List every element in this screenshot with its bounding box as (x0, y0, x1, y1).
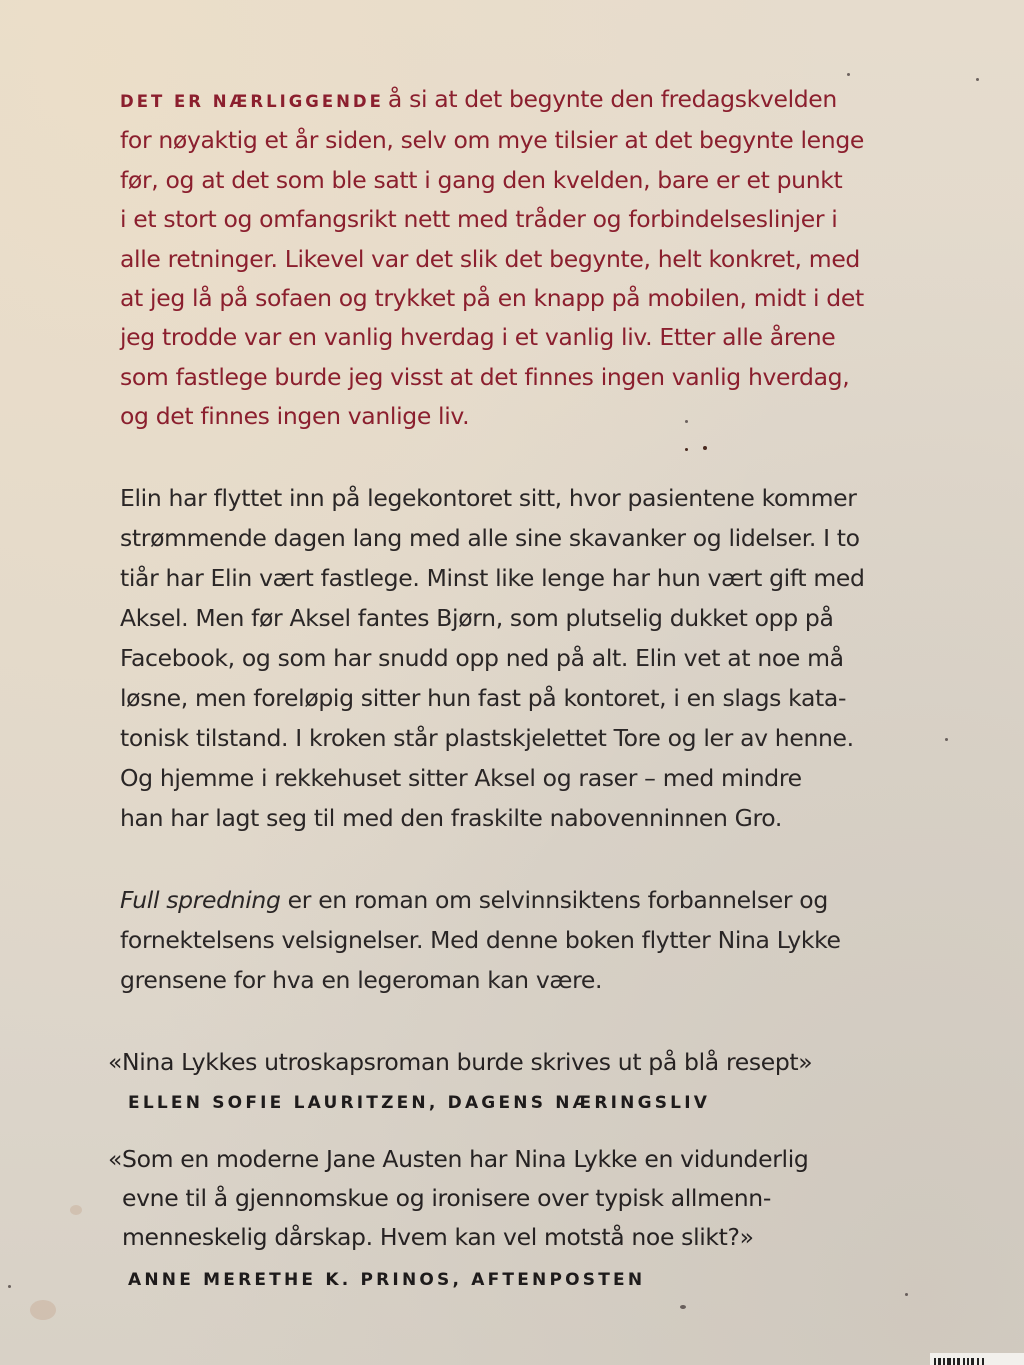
section-ornament-icon (675, 440, 715, 452)
review-quote (108, 1140, 948, 1257)
paper-speck (680, 1305, 686, 1309)
review-quote-line: evne til å gjennomskue og ironisere over typisk allmenn- (122, 1184, 771, 1212)
pitch-line: fornektelsens velsignelser. Med denne boken flytter Nina Lykke (120, 926, 841, 954)
excerpt-block (120, 80, 930, 437)
pitch-line: Full spredning er en roman om selvinnsiktens forbannelser og (120, 886, 828, 914)
review-quote-line: menneskelig dårskap. Hvem kan vel motstå noe slikt?» (122, 1223, 754, 1251)
summary-line: tonisk tilstand. I kroken står plastskjelettet Tore og ler av henne. (120, 724, 854, 752)
review-attribution: ANNE MERETHE K. PRINOS, AFTENPOSTEN (128, 1270, 646, 1290)
summary-line: tiår har Elin vært fastlege. Minst like lenge har hun vært gift med (120, 564, 865, 592)
summary-text (120, 478, 940, 838)
excerpt-lead-caps: DET ER NÆRLIGGENDE (120, 92, 384, 111)
summary-line: løsne, men foreløpig sitter hun fast på kontoret, i en slags kata- (120, 684, 847, 712)
excerpt-line: at jeg lå på sofaen og trykket på en knapp på mobilen, midt i det (120, 284, 864, 313)
review-attribution: ELLEN SOFIE LAURITZEN, DAGENS NÆRINGSLIV (128, 1093, 711, 1113)
paper-speck (945, 738, 948, 741)
excerpt-line: og det finnes ingen vanlige liv. (120, 402, 470, 431)
summary-line: Aksel. Men før Aksel fantes Bjørn, som plutselig dukket opp på (120, 604, 834, 632)
paper-speck (8, 1285, 11, 1288)
excerpt-line: alle retninger. Likevel var det slik det begynte, helt konkret, med (120, 244, 860, 273)
summary-line: han har lagt seg til med den fraskilte nabovenninnen Gro. (120, 804, 783, 832)
pitch-line: grensene for hva en legeroman kan være. (120, 966, 603, 994)
barcode-icon (930, 1353, 1024, 1365)
excerpt-line: som fastlege burde jeg visst at det finnes ingen vanlig hverdag, (120, 362, 850, 391)
pitch-text (120, 880, 940, 1000)
excerpt-line: i et stort og omfangsrikt nett med tråder og forbindelseslinjer i (120, 205, 838, 234)
paper-stain (70, 1205, 82, 1215)
book-title: Full spredning (120, 886, 281, 914)
paper-speck (905, 1293, 908, 1296)
summary-line: Elin har flyttet inn på legekontoret sitt, hvor pasientene kommer (120, 484, 857, 512)
paper-speck (847, 73, 850, 76)
excerpt-line: for nøyaktig et år siden, selv om mye tilsier at det begynte lenge (120, 126, 865, 155)
review-quote-line: «Nina Lykkes utroskapsroman burde skrives ut på blå resept» (108, 1048, 813, 1076)
summary-line: strømmende dagen lang med alle sine skavanker og lidelser. I to (120, 524, 860, 552)
excerpt-line: DET ER NÆRLIGGENDE å si at det begynte den fredagskvelden (120, 85, 837, 113)
excerpt-text (120, 80, 930, 437)
excerpt-line: før, og at det som ble satt i gang den kvelden, bare er et punkt (120, 165, 843, 194)
summary-line: Og hjemme i rekkehuset sitter Aksel og raser – med mindre (120, 764, 802, 792)
summary-line: Facebook, og som har snudd opp ned på alt. Elin vet at noe må (120, 644, 844, 672)
paper-speck (976, 78, 979, 81)
review-quote-line: «Som en moderne Jane Austen har Nina Lykke en vidunderlig (108, 1145, 809, 1173)
review-quote (108, 1043, 948, 1082)
paper-stain (30, 1300, 56, 1320)
excerpt-line: jeg trodde var en vanlig hverdag i et vanlig liv. Etter alle årene (120, 323, 836, 352)
